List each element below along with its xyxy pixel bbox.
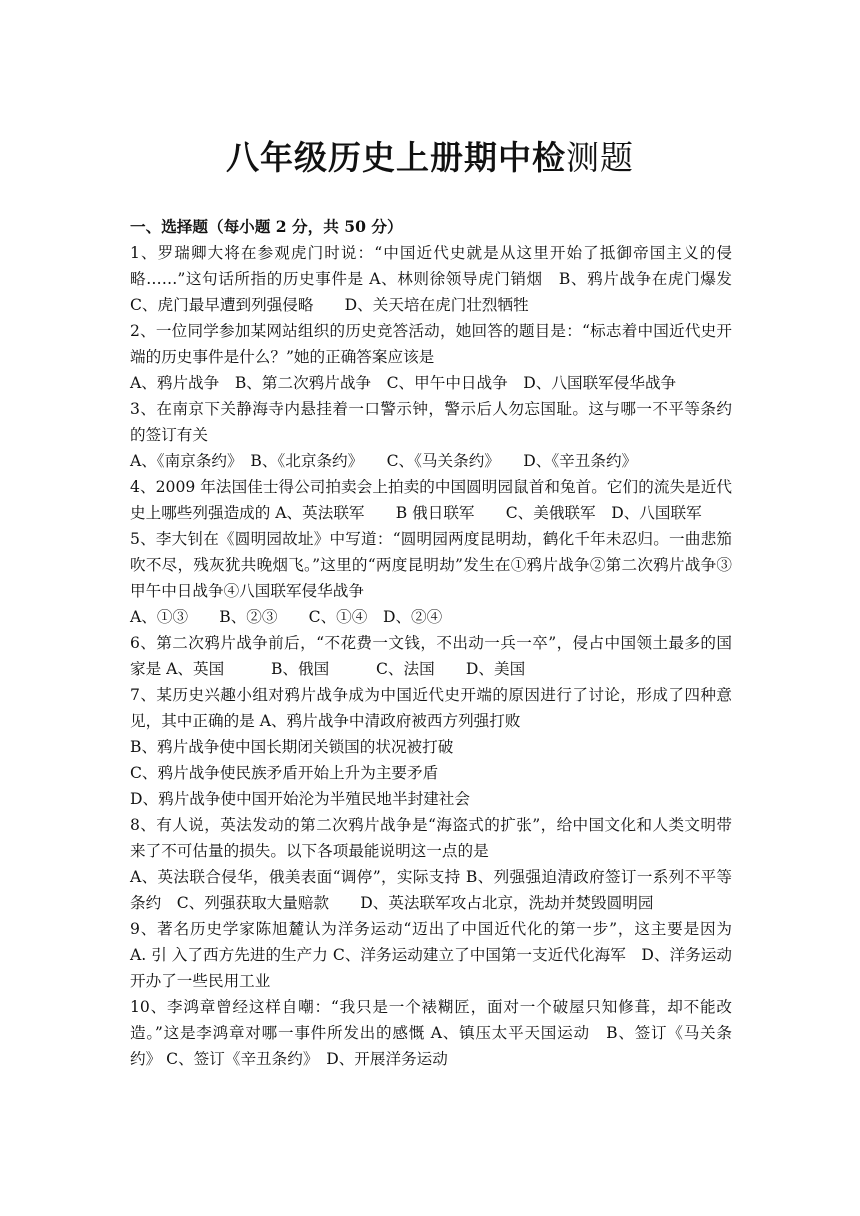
question-2: 2、一位同学参加某网站组织的历史竞答活动，她回答的题目是：“标志着中国近代史开端的历史事件是什么？”她的正确答案应该是: [130, 322, 732, 366]
question-6: 6、第二次鸦片战争前后，“不花费一文钱，不出动一兵一卒”，侵占中国领土最多的国家是 A、英国 B、俄国 C、法国 D、美国: [130, 634, 732, 678]
page-title: [0, 134, 860, 182]
question-7-option-c: C、鸦片战争使民族矛盾开始上升为主要矛盾: [130, 764, 439, 782]
question-10: 10、李鸿章曾经这样自嘲：“我只是一个裱糊匠，面对一个破屋只知修葺，却不能改造。”这是李鸿章对哪一事件所发出的感慨 A、镇压太平天国运动 B、签订《马关条约》 C、签订《辛丑条约》 D、开展洋务运动: [130, 998, 732, 1068]
question-3-options: A、《南京条约》 B、《北京条约》 C、《马关条约》 D、《辛丑条约》: [130, 452, 638, 470]
question-3: 3、在南京下关静海寺内悬挂着一口警示钟，警示后人勿忘国耻。这与哪一不平等条约的签订有关: [130, 400, 732, 444]
question-9: 9、著名历史学家陈旭麓认为洋务运动“迈出了中国近代化的第一步”，这主要是因为 A. 引 入了西方先进的生产力 C、洋务运动建立了中国第一支近代化海军 D、洋务运动开办了一些民用工业: [130, 920, 748, 990]
question-8-options: A、英法联合侵华，俄美表面“调停”，实际支持 B、列强强迫清政府签订一系列不平等条约 C、列强获取大量赔款 D、英法联军攻占北京，洗劫并焚毁圆明园: [130, 868, 732, 912]
question-5: 5、李大钊在《圆明园故址》中写道：“圆明园两度昆明劫，鹤化千年未忍归。一曲悲笳吹不尽，残灰犹共晚烟飞。”这里的“两度昆明劫”发生在①鸦片战争②第二次鸦片战争③甲午中日战争④八国联军侵华战争: [130, 530, 732, 600]
question-7-option-b: B、鸦片战争使中国长期闭关锁国的状况被打破: [130, 738, 454, 756]
question-5-options: A、①③ B、②③ C、①④ D、②④: [130, 608, 443, 626]
question-7-option-d: D、鸦片战争使中国开始沦为半殖民地半封建社会: [130, 790, 470, 808]
question-8: 8、有人说，英法发动的第二次鸦片战争是“海盗式的扩张”，给中国文化和人类文明带来了不可估量的损失。以下各项最能说明这一点的是: [130, 816, 732, 860]
question-1: 1、罗瑞卿大将在参观虎门时说：“中国近代史就是从这里开始了抵御帝国主义的侵略……”这句话所指的历史事件是 A、林则徐领导虎门销烟 B、鸦片战争在虎门爆发 C、虎门最早遭到列强侵略 D、关天培在虎门壮烈牺牲: [130, 244, 732, 314]
page-title-normal: 测题: [566, 138, 634, 177]
question-7: 7、某历史兴趣小组对鸦片战争成为中国近代史开端的原因进行了讨论，形成了四种意见，其中正确的是 A、鸦片战争中清政府被西方列强打败: [130, 686, 732, 730]
question-list: [130, 214, 748, 1072]
question-2-options: A、鸦片战争 B、第二次鸦片战争 C、甲午中日战争 D、八国联军侵华战争: [130, 374, 677, 392]
section-heading: 一、选择题（每小题 2 分，共 50 分）: [130, 217, 403, 236]
question-4: 4、2009 年法国佳士得公司拍卖会上拍卖的中国圆明园鼠首和兔首。它们的流失是近代史上哪些列强造成的 A、英法联军 B 俄日联军 C、美俄联军 D、八国联军: [130, 478, 732, 522]
page-title-bold: 八年级历史上册期中检: [226, 138, 566, 177]
